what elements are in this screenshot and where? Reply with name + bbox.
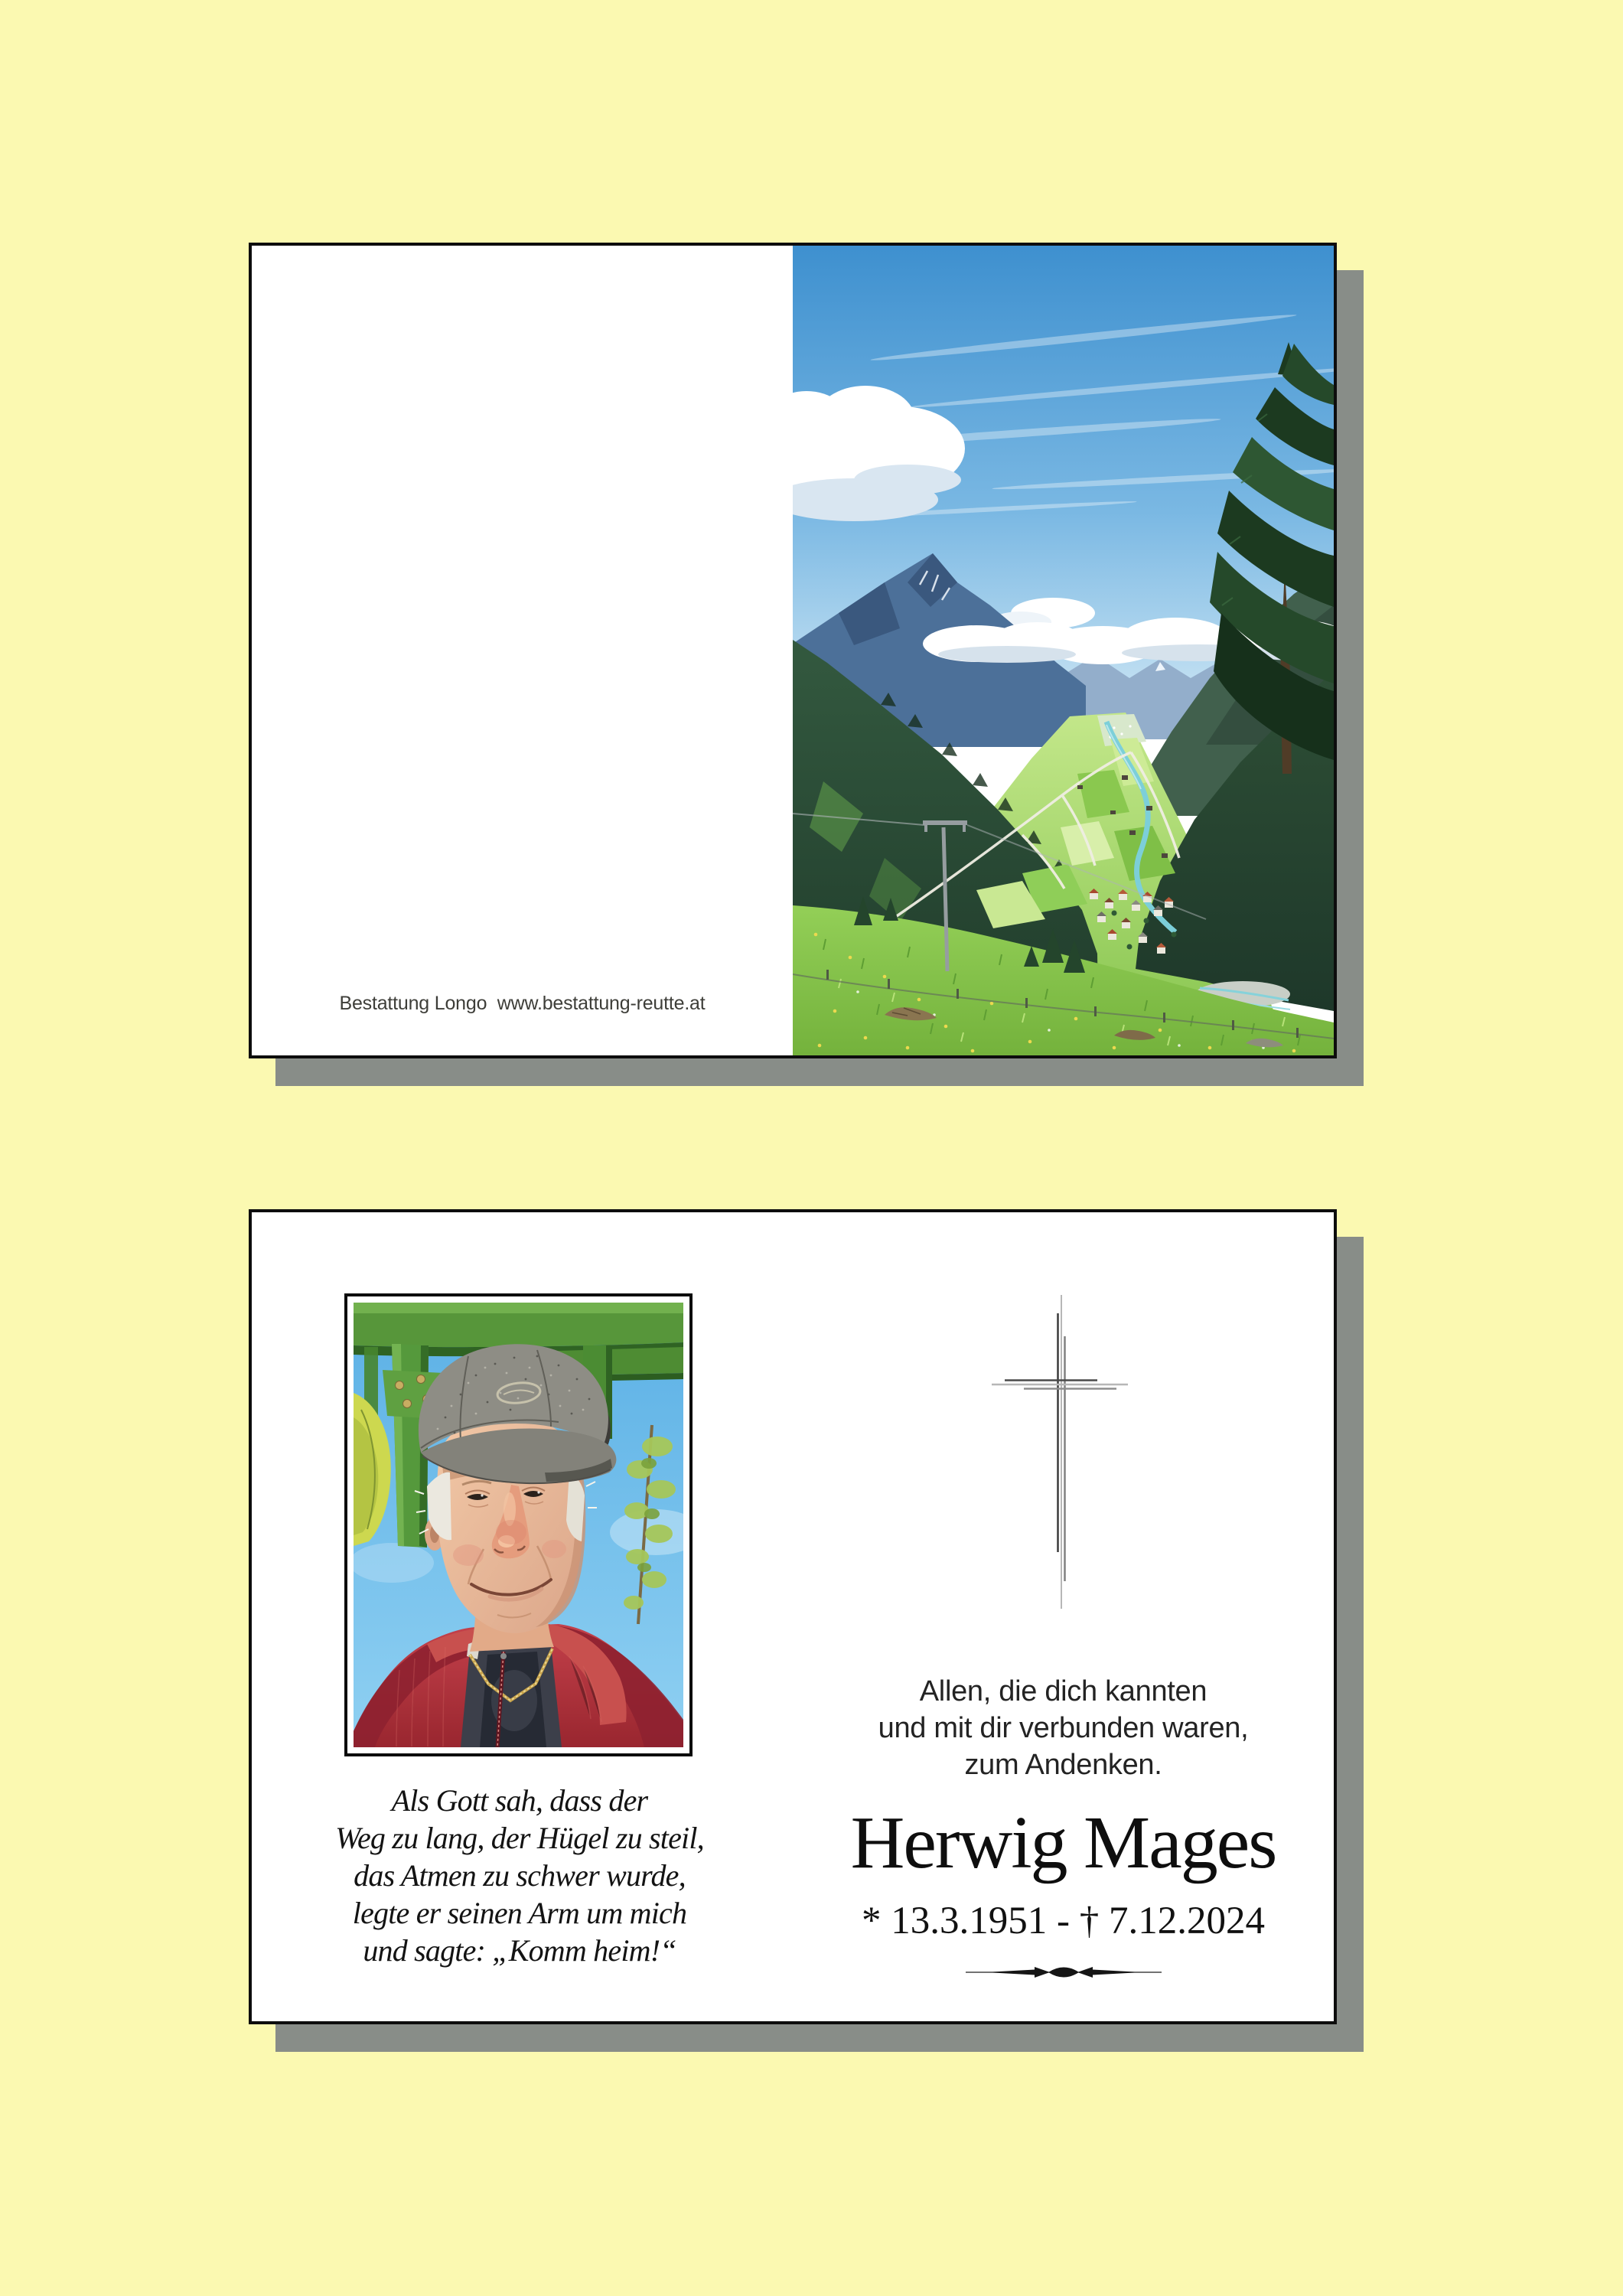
poem-line: legte er seinen Arm um mich [352, 1896, 687, 1930]
cross-icon [989, 1295, 1134, 1610]
dedication-text [793, 1673, 1334, 1783]
poem-text [274, 1782, 765, 1969]
dedication-line: und mit dir verbunden waren, [878, 1712, 1249, 1744]
poem-line: das Atmen zu schwer wurde, [354, 1858, 686, 1893]
memorial-card-outside [249, 243, 1337, 1058]
landscape-photo [793, 246, 1334, 1055]
portrait-photo [354, 1303, 683, 1747]
dedication-line: Allen, die dich kannten [919, 1675, 1207, 1707]
funeral-home-line: Bestattung Longo www.bestattung-reutte.at [339, 993, 706, 1014]
poem-line: Als Gott sah, dass der [391, 1783, 648, 1818]
alpine-valley-illustration [793, 246, 1334, 1055]
memorial-card-inside [249, 1209, 1337, 2024]
life-dates: * 13.3.1951 - † 7.12.2024 [862, 1900, 1265, 1942]
dedication-line: zum Andenken. [964, 1749, 1162, 1781]
ornamental-divider-icon [966, 1962, 1162, 1982]
portrait-photo-frame [344, 1293, 693, 1756]
poem-line: und sagte: „Komm heim!“ [363, 1933, 676, 1968]
poem-line: Weg zu lang, der Hügel zu steil, [335, 1821, 704, 1855]
deceased-name: Herwig Mages [850, 1802, 1276, 1884]
